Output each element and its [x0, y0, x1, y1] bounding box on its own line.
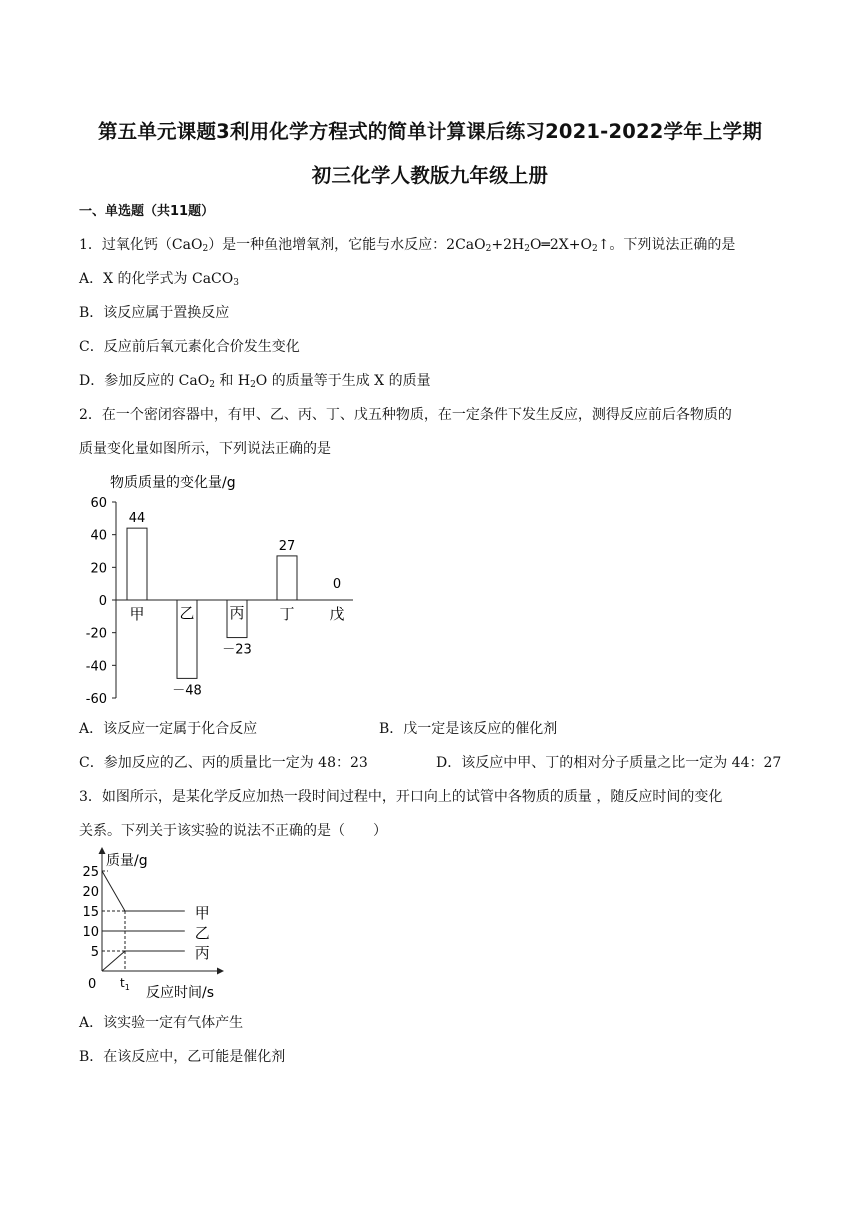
document-subtitle: 初三化学人教版九年级上册 — [311, 164, 549, 187]
q2-option-a: A．该反应一定属于化合反应 — [79, 721, 258, 737]
chart1-ytick-label: 60 — [90, 496, 107, 511]
chart2-ytick-label: 5 — [90, 945, 99, 960]
chart2-series-label: 丙 — [194, 944, 210, 962]
chart1-category-label: 丁 — [279, 605, 295, 623]
chart2-x-label: 反应时间/s — [146, 985, 215, 1001]
chart2-xtick-label: $t_1$ — [120, 976, 130, 992]
chart1-ytick-label: -60 — [85, 692, 107, 707]
chart2-origin-label: 0 — [88, 977, 97, 992]
chart1-bar — [277, 556, 297, 600]
q1-stem: 1．过氧化钙（CaO$_2$）是一种鱼池增氧剂，它能与水反应：$2CaO_2+2H_2O═2X+O_2↑$。下列说法正确的是 — [79, 237, 736, 254]
chart1-title: 物质质量的变化量/g — [110, 475, 236, 491]
bar-chart — [80, 466, 380, 706]
q1-option-d: D．参加反应的 CaO$_2$ 和 $H_2O$ 的质量等于生成 X 的质量 — [79, 373, 431, 390]
q3-option-b: B．在该反应中，乙可能是催化剂 — [79, 1049, 286, 1065]
chart1-category-label: 甲 — [129, 605, 145, 623]
chart1-value-label: 44 — [128, 511, 146, 527]
q3-option-a: A．该实验一定有气体产生 — [79, 1015, 244, 1031]
chart1-bar — [127, 528, 147, 600]
chart2-ytick-label: 25 — [82, 865, 99, 880]
chart2-series-line — [102, 951, 185, 971]
chart1-category-label: 乙 — [179, 604, 195, 622]
document-title: 第五单元课题3利用化学方程式的简单计算课后练习2021-2022学年上学期 — [97, 120, 763, 143]
q2-stem-line1: 2．在一个密闭容器中，有甲、乙、丙、丁、戊五种物质，在一定条件下发生反应，测得反应前后各物质的 — [79, 407, 732, 423]
q1-option-a: A．X 的化学式为 CaCO$_3$ — [79, 271, 239, 288]
chart2-series-label: 乙 — [194, 924, 210, 942]
chart1-ytick-label: 0 — [98, 594, 107, 609]
q2-option-b: B．戊一定是该反应的催化剂 — [379, 721, 558, 737]
q1-option-c: C．反应前后氧元素化合价发生变化 — [79, 339, 300, 355]
chart1-value-label: 27 — [278, 538, 296, 554]
chart1-category-label: 丙 — [229, 604, 245, 622]
chart1-ytick-label: 20 — [90, 561, 107, 577]
q3-stem-line2: 关系。下列关于该实验的说法不正确的是（ ） — [79, 823, 387, 839]
chart1-value-label: －48 — [172, 683, 202, 699]
chart1-value-label: 0 — [332, 577, 342, 592]
chart1-ytick-label: 40 — [90, 528, 107, 544]
chart1-category-label: 戊 — [329, 605, 345, 623]
q2-stem-line2: 质量变化量如图所示，下列说法正确的是 — [79, 441, 331, 457]
chart1-value-label: －23 — [222, 642, 252, 658]
section-heading: 一、单选题（共11题） — [79, 204, 215, 219]
chart2-series-line — [102, 871, 185, 911]
chart2-ytick-label: 10 — [82, 925, 99, 940]
chart2-y-label: 质量/g — [106, 853, 148, 869]
chart1-ytick-label: -40 — [85, 659, 107, 675]
chart2-ytick-label: 15 — [82, 905, 99, 920]
q3-stem-line1: 3．如图所示，是某化学反应加热一段时间过程中，开口向上的试管中各物质的质量 ，随反应时间的变化 — [79, 789, 723, 805]
chart2-series-label: 甲 — [194, 904, 210, 922]
line-chart — [80, 845, 260, 1005]
chart1-ytick-label: -20 — [85, 626, 107, 642]
q2-option-d: D．该反应中甲、丁的相对分子质量之比一定为 44：27 — [436, 755, 782, 771]
q1-option-b: B．该反应属于置换反应 — [79, 305, 230, 321]
q2-option-c: C．参加反应的乙、丙的质量比一定为 48：23 — [79, 755, 368, 771]
chart2-ytick-label: 20 — [82, 885, 99, 900]
